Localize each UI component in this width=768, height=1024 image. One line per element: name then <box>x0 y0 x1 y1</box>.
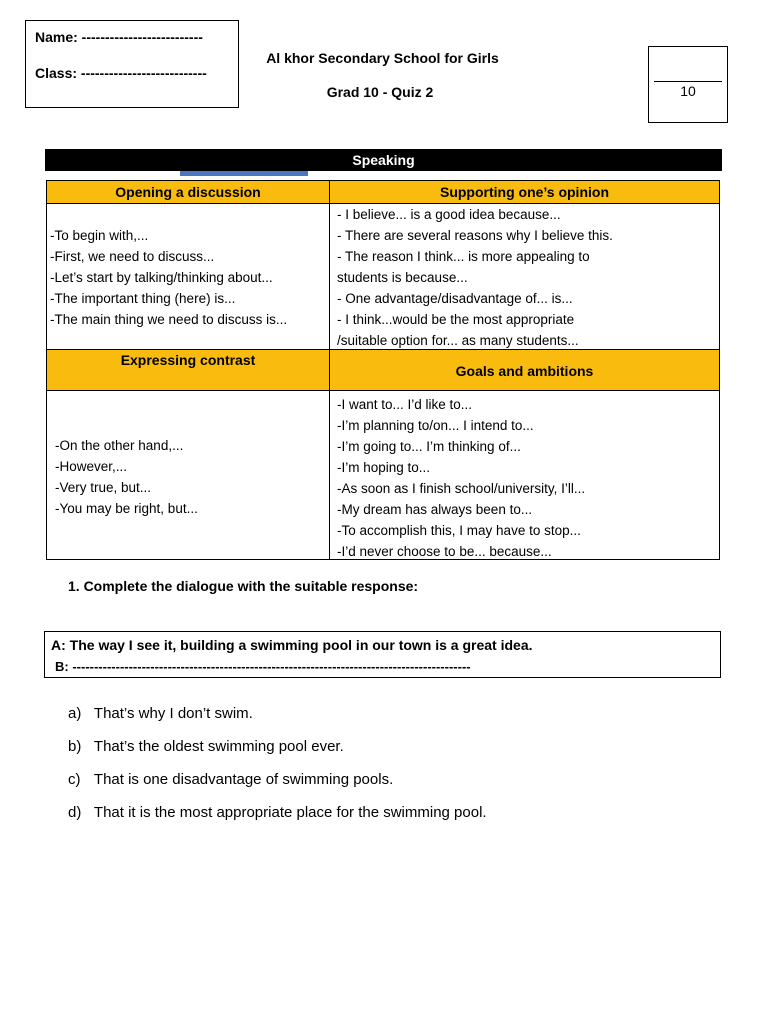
opening-heading: Opening a discussion <box>46 180 330 204</box>
list-item: students is because... <box>337 270 468 285</box>
list-item: -As soon as I finish school/university, I’ll... <box>337 481 586 496</box>
list-item: -I want to... I’d like to... <box>337 397 473 412</box>
option-text: That’s the oldest swimming pool ever. <box>93 738 344 755</box>
option-b[interactable] <box>68 738 344 755</box>
list-item: -My dream has always been to... <box>337 502 533 517</box>
list-item: -To accomplish this, I may have to stop... <box>337 523 581 538</box>
option-text: That’s why I don’t swim. <box>93 705 253 722</box>
list-item: -Very true, but... <box>55 480 152 495</box>
name-field[interactable]: Name: -------------------------- <box>35 29 203 45</box>
dialogue-line-a: A: The way I see it, building a swimming pool in our town is a great idea. <box>51 637 533 653</box>
option-label: b) <box>68 738 82 755</box>
opening-list <box>46 203 330 350</box>
decorative-strip <box>180 171 308 176</box>
list-item: - I believe... is a good idea because... <box>337 207 561 222</box>
goals-list <box>329 390 720 560</box>
list-item: -To begin with,... <box>50 228 149 243</box>
option-a[interactable] <box>68 705 253 722</box>
supporting-list <box>329 203 720 350</box>
list-item: -I’m going to... I’m thinking of... <box>337 439 521 454</box>
list-item: -I’d never choose to be... because... <box>337 544 552 559</box>
class-field[interactable]: Class: --------------------------- <box>35 65 207 81</box>
student-info-box <box>25 20 239 108</box>
list-item: - The reason I think... is more appealing to <box>337 249 590 264</box>
score-total: 10 <box>680 83 696 99</box>
dialogue-line-b[interactable]: B: -------------------------------------------------------------------------------------------- <box>55 659 471 674</box>
list-item: - I think...would be the most appropriate <box>337 312 575 327</box>
speaking-title: Speaking <box>45 149 722 171</box>
list-item: /suitable option for... as many students... <box>337 333 579 348</box>
list-item: -Let’s start by talking/thinking about... <box>50 270 273 285</box>
supporting-heading: Supporting one’s opinion <box>329 180 720 204</box>
score-box <box>648 46 728 123</box>
option-d[interactable] <box>68 804 487 821</box>
option-text: That is one disadvantage of swimming pools. <box>93 771 394 788</box>
option-text: That it is the most appropriate place for the swimming pool. <box>93 804 487 821</box>
contrast-list <box>46 390 330 560</box>
list-item: -However,... <box>55 459 128 474</box>
question-prompt: 1. Complete the dialogue with the suitable response: <box>68 578 419 594</box>
score-divider <box>654 81 722 82</box>
list-item: - One advantage/disadvantage of... is... <box>337 291 573 306</box>
dialogue-box <box>44 631 721 678</box>
goals-heading: Goals and ambitions <box>329 349 720 391</box>
contrast-heading: Expressing contrast <box>46 349 330 391</box>
list-item: -I’m hoping to... <box>337 460 431 475</box>
list-item: -On the other hand,... <box>55 438 184 453</box>
list-item: - There are several reasons why I believe this. <box>337 228 613 243</box>
list-item: -The main thing we need to discuss is... <box>50 312 288 327</box>
list-item: -I’m planning to/on... I intend to... <box>337 418 534 433</box>
option-label: d) <box>68 804 82 821</box>
list-item: -First, we need to discuss... <box>50 249 215 264</box>
list-item: -The important thing (here) is... <box>50 291 236 306</box>
option-label: a) <box>68 705 82 722</box>
option-label: c) <box>68 771 81 788</box>
school-name: Al khor Secondary School for Girls <box>266 50 499 66</box>
option-c[interactable] <box>68 771 393 788</box>
list-item: -You may be right, but... <box>55 501 198 516</box>
quiz-title: Grad 10 - Quiz 2 <box>326 84 434 100</box>
